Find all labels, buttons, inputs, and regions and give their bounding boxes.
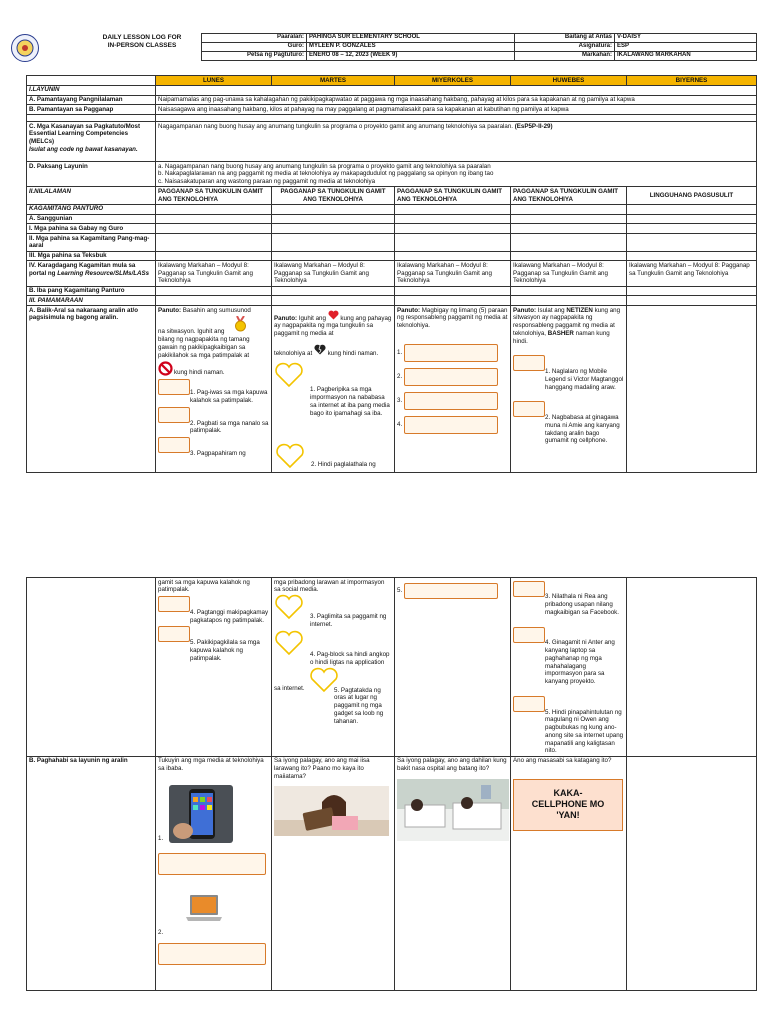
answer-box-miyerkoles-2[interactable]	[404, 368, 498, 386]
biyernes-continued	[627, 578, 757, 757]
pamantayan-pagganap-label: B. Pamantayan sa Pagganap	[27, 105, 156, 115]
title-block	[82, 34, 202, 50]
deped-seal	[11, 34, 39, 62]
smartphone-icon	[169, 785, 233, 843]
topic-miyerkoles: PAGGANAP SA TUNGKULIN GAMIT ANG TEKNOLOHIYA	[395, 187, 511, 205]
header-table-left	[201, 33, 515, 61]
martes-item-3: 3. Paglimita sa paggamit ng internet.	[310, 612, 387, 628]
day-miyerkoles: MIYERKOLES	[395, 76, 511, 86]
pamantayang-pangnilalaman-text: Naipamamalas ang pag-unawa sa kahalagahan ng pakikipagkapwatao at paggawa ng mga inaasahang hakbang, pahayag at kilos para sa kapakanan at ng pamilya at kapwa	[156, 95, 757, 105]
huwebes-paghahabi	[511, 756, 627, 990]
heart-outline-icon[interactable]	[274, 362, 304, 388]
lunes-item-4: 4. Pagtanggi makipagkamay pagkatapos ng patimpalak.	[190, 608, 269, 624]
petsa-value: ENERO 08 – 12, 2023 (WEEK 9)	[307, 52, 515, 61]
answer-box-miyerkoles-4[interactable]	[404, 416, 498, 434]
answer-box-huwebes-2[interactable]	[513, 401, 545, 417]
asignatura-label: Asignatura:	[515, 43, 615, 52]
huwebes-balik-aral	[511, 306, 627, 473]
huwebes-item-2: 2. Nagbabasa at ginagawa muna ni Amie ang kanyang takdang aralin bago gumamit ng cellphone.	[545, 414, 620, 445]
medal-icon	[234, 316, 247, 332]
lunes-b-num-1: 1.	[158, 834, 164, 842]
melc-text: Nagagampanan nang buong husay ang anumang tungkulin sa programa o proyekto gamit ang anumang teknolohiya sa paaralan.	[158, 122, 513, 130]
guro-label: Guro:	[202, 43, 307, 52]
martes-panuto-1: Iguhit ang	[298, 314, 326, 322]
miyerkoles-paghahabi	[395, 756, 511, 990]
paksang-layunin-label: D. Paksang Layunin	[27, 162, 156, 187]
topic-martes: PAGGANAP SA TUNGKULIN GAMIT ANG TEKNOLOHIYA	[272, 187, 395, 205]
miyerkoles-continued	[395, 578, 511, 757]
answer-box-huwebes-4[interactable]	[513, 627, 545, 643]
melc-cell	[27, 122, 156, 162]
gabay-guro-label: I. Mga pahina sa Gabay ng Guro	[27, 224, 156, 234]
paghahabi-label: B. Paghahabi sa layunin ng aralin	[29, 757, 128, 764]
baitang-value: V-DAISY	[615, 34, 757, 43]
martes-balik-aral	[272, 306, 395, 473]
module-biyernes: Ikalawang Markahan – Modyul 8: Pagganap sa Tungkulin Gamit ang Teknolohiya	[627, 261, 757, 286]
huwebes-item-3: 3. Nilathala ni Rea ang pribadong usapan nilang magkaibigan sa Facebook.	[545, 593, 619, 616]
kagamitan-heading: KAGAMITANG PANTURO	[27, 204, 156, 214]
huwebes-panuto-3: naman kung hindi.	[513, 329, 610, 345]
miyerkoles-num-2: 2.	[397, 372, 403, 380]
prohibited-icon	[158, 361, 173, 376]
lunes-continued	[156, 578, 272, 757]
huwebes-item-4: 4. Ginagamit ni Anter ang kanyang laptop sa paghahanap ng mga mahahalagang impormasyon para sa kanyang proyekto.	[545, 639, 615, 685]
title-line-1: DAILY LESSON LOG FOR	[102, 34, 182, 41]
lunes-item-5: 5. Pakikipagkilala sa mga kapuwa kalahok ng patimpalak.	[190, 639, 260, 662]
title-line-2: IN-PERSON CLASSES	[107, 42, 177, 50]
module-miyerkoles: Ikalawang Markahan – Modyul 8: Pagganap sa Tungkulin Gamit ang Teknolohiya	[395, 261, 511, 286]
answer-box-lunes-b-1[interactable]	[158, 853, 266, 875]
lunes-balik-aral	[156, 306, 272, 473]
miyerkoles-panuto: Magbigay ng limang (5) paraan ng responsableng paggamit ng media at teknolohiya.	[397, 306, 508, 329]
martes-panuto-2: kung ang pahayag ay nagpapakita ng mga tungkulin sa paggamit ng media at	[274, 314, 392, 337]
melc-label: C. Mga Kasanayan sa Pagkatuto/Most Essential Learning Competencies (MELCs)	[29, 122, 141, 145]
lunes-item-3: 3. Pagpapahiram ng	[190, 449, 246, 457]
heart-outline-icon[interactable]	[274, 594, 304, 620]
header-table-right	[514, 33, 757, 61]
laptop-icon	[184, 891, 224, 927]
answer-box-miyerkoles-3[interactable]	[404, 392, 498, 410]
day-biyernes: BIYERNES	[627, 76, 757, 86]
petsa-label: Petsa ng Pagtuturo:	[202, 52, 307, 61]
answer-box-lunes-3[interactable]	[158, 437, 190, 453]
huwebes-panuto-2: kung ang sitwasyon ay nagpapakita ng responsableng paggamit ng media at teknolohiya,	[513, 306, 621, 337]
lunes-p4: kung hindi naman.	[174, 368, 225, 376]
martes-panuto-label: Panuto:	[274, 314, 298, 322]
baitang-label: Baitang at Antas	[515, 34, 615, 43]
asignatura-value: ESP	[615, 43, 757, 52]
miyerkoles-num-5: 5.	[397, 586, 403, 594]
nilalaman-heading: II.NILALAMAN	[27, 187, 156, 205]
answer-box-lunes-1[interactable]	[158, 379, 190, 395]
lunes-panuto-label: Panuto:	[158, 306, 182, 314]
karagdagang-kagamitan-label: IV. Karagdagang Kagamitan mula sa portal ng	[29, 261, 136, 277]
kagamitang-mag-aaral-label: II. Mga pahina sa Kagamitang Pang-mag-aaral	[27, 234, 156, 252]
huwebes-item-5: 5. Hindi pinapahintulutan ng magulang ni Owen ang pagbubukas ng kung ano-anong site sa internet upang mapanatili ang kaligtasan nito.	[545, 708, 624, 755]
broken-heart-icon	[314, 344, 326, 355]
martes-item-5: 5. Pagtatakda ng oras at lugar ng paggamit ng mga gadget sa loob ng tahanan.	[334, 686, 384, 725]
pamamaraan-heading: III. PAMAMARAAN	[27, 296, 156, 306]
seal-icon	[12, 35, 38, 61]
day-lunes: LUNES	[156, 76, 272, 86]
martes-item-2: 2. Hindi paglalathala ng	[311, 461, 376, 469]
day-martes: MARTES	[272, 76, 395, 86]
heart-outline-icon[interactable]	[274, 630, 304, 656]
red-heart-icon	[328, 310, 339, 320]
lunes-b-text: Tukuyin ang mga media at teknolohiya sa ibaba.	[158, 757, 264, 772]
objective-b: b. Nakapaglalarawan na ang paggamit ng media at teknolohiya ay makapagdudulot ng paggalang sa opinyon ng ibang tao	[158, 170, 494, 178]
topic-huwebes: PAGGANAP SA TUNGKULIN GAMIT ANG TEKNOLOHIYA	[511, 187, 627, 205]
child-with-tablet-icon	[274, 786, 389, 836]
lesson-log-table-page2	[26, 577, 757, 991]
karagdagang-kagamitan-label-cell	[27, 261, 156, 286]
pamantayan-pagganap-text: Naisasagawa ang inaasahang hakbang, kilos at pahayag na may paggalang at pagmamalasakit para sa kapakanan at kabutihan ng pamilya at kapwa	[156, 105, 757, 115]
module-huwebes: Ikalawang Markahan – Modyul 8: Pagganap sa Tungkulin Gamit ang Teknolohiya	[511, 261, 627, 286]
lunes-panuto: Basahin ang sumusunod	[182, 306, 251, 314]
pamantayang-pangnilalaman-label: A. Pamantayang Pangnilalaman	[27, 95, 156, 105]
topic-lunes: PAGGANAP SA TUNGKULIN GAMIT ANG TEKNOLOHIYA	[156, 187, 272, 205]
hospital-beds-icon	[397, 779, 509, 841]
lesson-log-table-page1	[26, 75, 757, 473]
melc-code: (EsP5P-II-29)	[514, 122, 553, 130]
answer-box-miyerkoles-5[interactable]	[404, 583, 498, 599]
lunes-p2: na sitwasyon. Iguhit ang	[158, 328, 225, 336]
heart-outline-icon[interactable]	[275, 443, 305, 469]
markahan-label: Markahan:	[515, 52, 615, 61]
lunes-item-3-cont: gamit sa mga kapuwa kalahok ng patimpalak.	[158, 578, 250, 594]
continued-label-cell	[27, 578, 156, 757]
layunin-heading: I.LAYUNIN	[27, 85, 156, 95]
answer-box-miyerkoles-1[interactable]	[404, 344, 498, 362]
day-huwebes: HUWEBES	[511, 76, 627, 86]
huwebes-continued	[511, 578, 627, 757]
answer-box-huwebes-1[interactable]	[513, 355, 545, 371]
smartphone-image	[169, 785, 233, 843]
teksbuk-label: III. Mga pahina sa Teksbuk	[27, 251, 156, 261]
lunes-b-num-2: 2.	[158, 929, 164, 937]
sanggunian-label: A. Sanggunian	[27, 214, 156, 224]
martes-panuto-4: kung hindi naman.	[327, 349, 379, 357]
miyerkoles-num-3: 3.	[397, 396, 403, 404]
answer-box-lunes-5[interactable]	[158, 626, 190, 642]
basher-keyword: BASHER	[547, 329, 574, 337]
iba-pang-kagamitan-label: B. Iba pang Kagamitang Panturo	[27, 286, 156, 296]
karagdagang-kagamitan-label-italic: Learning Resource/SLMs/LASs	[57, 269, 150, 277]
huwebes-b-text: Ano ang masasabi sa katagang ito?	[513, 757, 612, 764]
answer-box-lunes-b-2[interactable]	[158, 943, 266, 965]
huwebes-panuto-label: Panuto:	[513, 306, 537, 314]
melc-text-cell	[156, 122, 757, 162]
objective-c: c. Naisasakatuparan ang wastong paraan ng paggamit ng media at teknolohiya	[158, 178, 376, 185]
answer-box-huwebes-3[interactable]	[513, 581, 545, 597]
melc-sub: Isulat ang code ng bawat kasanayan.	[29, 145, 138, 153]
biyernes-paghahabi	[627, 756, 757, 990]
miyerkoles-num-4: 4.	[397, 420, 403, 428]
huwebes-item-1: 1. Naglalaro ng Mobile Legend si Victor Magtanggol hanggang madaling araw.	[545, 368, 624, 391]
martes-item-2-cont: mga pribadong larawan at impormasyon sa social media.	[274, 578, 385, 594]
martes-item-1: 1. Pagberipika sa mga impormasyon na nababasa sa internet at iba pang media bago ito ipamahagi sa iba.	[310, 386, 390, 417]
balik-aral-label: A. Balik-Aral sa nakaraang aralin at/o pagsisimula ng bagong aralin.	[29, 306, 139, 322]
martes-paghahabi	[272, 756, 395, 990]
laptop-image	[184, 891, 224, 927]
answer-box-lunes-2[interactable]	[158, 407, 190, 423]
huwebes-panuto-1: Isulat ang	[537, 306, 565, 314]
markahan-value: IKALAWANG MARKAHAN	[615, 52, 757, 61]
lunes-p3: bilang ng nagpapakita ng tamang gawain ng pakikipagkaibigan sa pakikilahok sa mga patimpalak at	[158, 336, 250, 359]
balik-aral-label-cell	[27, 306, 156, 473]
hospital-image	[397, 779, 509, 841]
callout-box	[513, 779, 623, 831]
answer-box-huwebes-5[interactable]	[513, 696, 545, 712]
martes-item-4-cont: sa internet.	[274, 684, 305, 692]
paaralan-value: PAHINGA SUR ELEMENTARY SCHOOL	[307, 34, 515, 43]
martes-continued	[272, 578, 395, 757]
paaralan-label: Paaralan:	[202, 34, 307, 43]
miyerkoles-panuto-label: Panuto:	[397, 306, 421, 314]
objective-a: a. Nagagampanan nang buong husay ang anumang tungkulin sa programa o proyekto gamit ang teknolohiya sa paaralan	[158, 162, 491, 170]
callout-text: KAKA-CELLPHONE MO 'YAN!	[531, 788, 605, 821]
martes-panuto-3: teknolohiya at	[274, 349, 313, 357]
lunes-item-1: 1. Pag-iwas sa mga kapuwa kalahok sa patimpalak.	[190, 389, 268, 404]
miyerkoles-b-text: Sa iyong palagay, ano ang dahilan kung bakit nasa ospital ang batang ito?	[397, 757, 507, 772]
miyerkoles-num-1: 1.	[397, 348, 403, 356]
lunes-item-2: 2. Pagbati sa mga nanalo sa patimpalak.	[190, 419, 269, 435]
netizen-keyword: NETIZEN	[566, 306, 593, 314]
module-lunes: Ikalawang Markahan – Modyul 8: Pagganap sa Tungkulin Gamit ang Teknolohiya	[156, 261, 272, 286]
miyerkoles-balik-aral	[395, 306, 511, 473]
corner-cell	[27, 76, 156, 86]
answer-box-lunes-4[interactable]	[158, 596, 190, 612]
martes-item-4: 4. Pag-block sa hindi angkop o hindi ligtas na application	[310, 651, 390, 666]
paksang-layunin-list	[156, 162, 757, 187]
guro-value: MYLEEN P. GONZALES	[307, 43, 515, 52]
lunes-paghahabi	[156, 756, 272, 990]
topic-biyernes: LINGGUHANG PAGSUSULIT	[627, 187, 757, 205]
child-tablet-image	[274, 786, 389, 836]
biyernes-balik-aral	[627, 306, 757, 473]
martes-b-text: Sa iyong palagay, ano ang mai iisa larawang ito? Paano mo kaya ito maiiatama?	[274, 757, 370, 780]
module-martes: Ikalawang Markahan – Modyul 8: Pagganap sa Tungkulin Gamit ang Teknolohiya	[272, 261, 395, 286]
paghahabi-label-cell	[27, 756, 156, 990]
